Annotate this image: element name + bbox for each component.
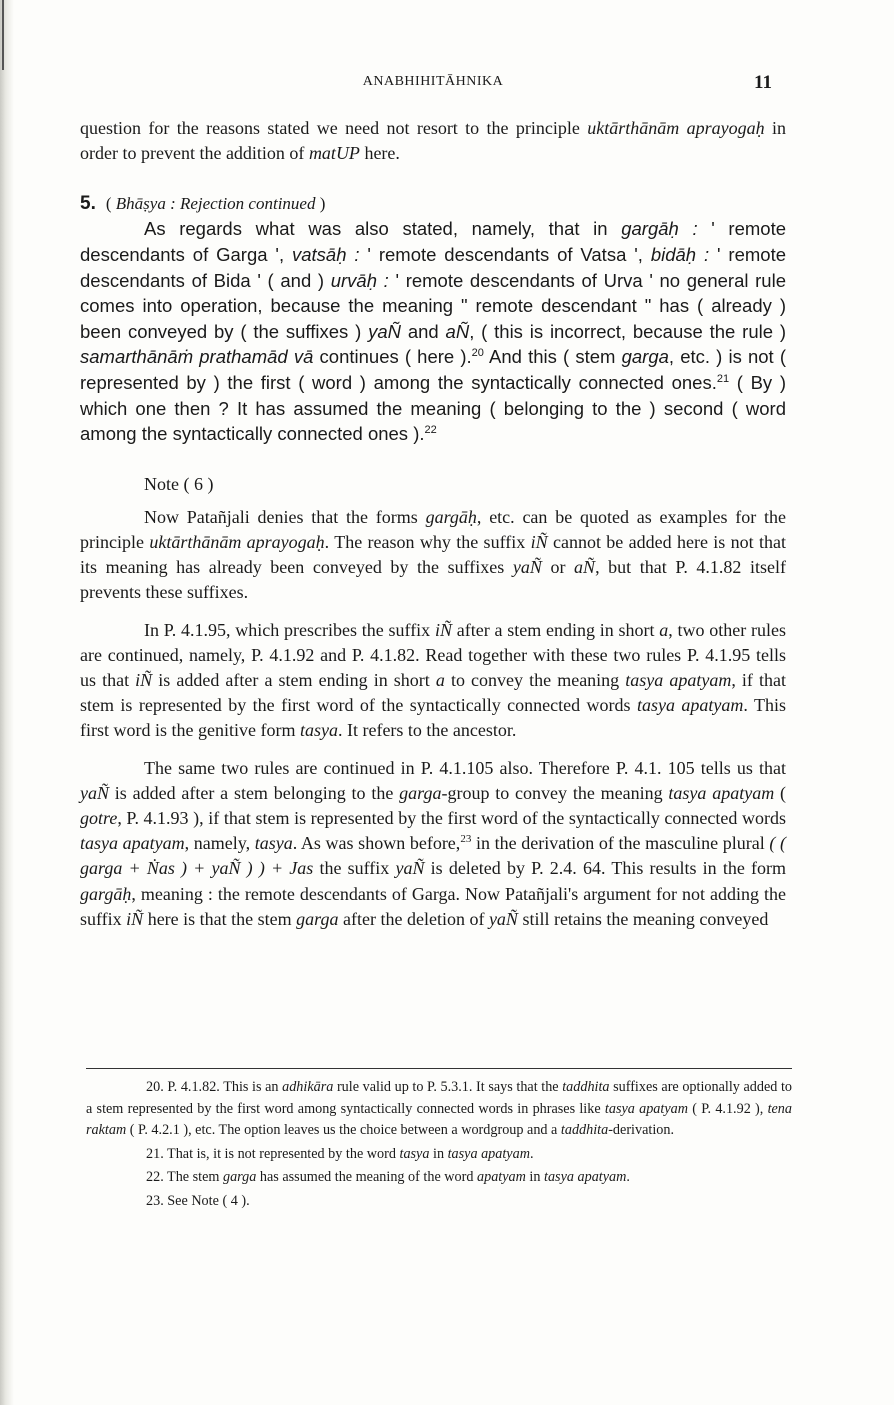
italic-term: aÑ — [445, 320, 470, 342]
italic-term: uktārthānām aprayogaḥ — [149, 531, 325, 552]
spacer — [80, 744, 786, 756]
text-run: -group to convey the meaning — [441, 782, 669, 803]
text-run: to convey the meaning — [444, 669, 626, 690]
text-run: or — [541, 557, 575, 578]
text-run: the suffix — [313, 858, 396, 879]
section-heading-text — [106, 194, 326, 213]
text-run: 23. See Note ( 4 ). — [146, 1192, 250, 1209]
bhashya-translation — [80, 216, 786, 446]
italic-term: gargāḥ — [80, 883, 132, 904]
text-run: , P. 4.1.93 ), if that stem is represented by the first word of the syntactically connected words — [117, 807, 786, 828]
italic-term: tasya apatyam — [604, 1100, 688, 1117]
text-run: -derivation. — [608, 1122, 674, 1139]
text-run: is deleted by P. 2.4. 64. This results in the form — [424, 858, 786, 879]
footnote-reference: 23 — [460, 833, 472, 846]
running-head-title: ANABHIHITĀHNIKA — [362, 74, 504, 89]
text-run: . It refers to the ancestor. — [337, 720, 517, 741]
italic-term: gotre — [80, 807, 118, 828]
italic-term: tasya apatyam — [625, 669, 732, 690]
italic-term: tasya — [299, 720, 338, 741]
italic-term: iÑ — [434, 619, 452, 640]
text-run: 22. The stem — [146, 1169, 223, 1186]
text-run: continues ( here ). — [313, 346, 472, 368]
text-run: In P. 4.1.95, which prescribes the suffix — [144, 619, 435, 640]
italic-term: garga — [399, 782, 442, 803]
text-run: in the derivation of the masculine plural — [471, 833, 770, 854]
note-paragraph-3 — [80, 756, 786, 932]
italic-term: bidāḥ : — [650, 244, 710, 265]
text-run: suffixes are optionally added to a stem represented by the first word among syntactically connected words in phrases like — [86, 1079, 792, 1117]
italic-term: gargāḥ — [425, 506, 477, 527]
text-run: , namely, — [184, 833, 255, 854]
text-run: , two other rules are continued, namely, P. 4.1.92 and P. 4.1.82. Read together with these two rules P. 4.1.95 tells us that — [80, 619, 786, 690]
italic-term: yaÑ — [395, 858, 425, 879]
italic-term: matUP — [308, 143, 360, 164]
text-run: 20. P. 4.1.82. This is an — [146, 1079, 283, 1095]
text-run: ( — [774, 782, 786, 803]
text-run: ' remote descendants of Urva ' no general rule comes into operation, because the meaning " remote descendant " has ( already ) been conveyed by ( the suffixes ) — [80, 269, 786, 342]
italic-term: tasya — [254, 833, 293, 854]
text-run: still retains the meaning conveyed — [517, 908, 769, 929]
text-run: after the deletion of — [338, 908, 489, 929]
spacer — [80, 497, 786, 505]
footnote-22 — [86, 1167, 792, 1189]
italic-term: yaÑ — [368, 320, 401, 342]
scan-edge-shadow — [0, 0, 14, 1405]
note-title: Note ( 6 ) — [144, 473, 214, 494]
text-run: ( — [105, 194, 116, 214]
italic-term: taddhita — [562, 1079, 610, 1095]
italic-term: yaÑ — [80, 782, 109, 803]
text-run: ( P. 4.1.92 ), — [687, 1100, 768, 1117]
italic-term: ( ( garga + Ṅas ) + yaÑ ) ) + Jas — [80, 833, 787, 879]
italic-term: tasya apatyam — [636, 695, 744, 716]
text-run: , if that stem is represented by the first word of the syntactically connected words — [80, 669, 786, 716]
text-run: is added after a stem belonging to the — [109, 782, 400, 803]
running-head — [80, 74, 786, 94]
footnote-21 — [86, 1144, 792, 1166]
italic-term: tena raktam — [86, 1100, 792, 1139]
section-heading — [80, 192, 786, 216]
text-run: ( P. 4.2.1 ), etc. The option leaves us the choice between a wordgroup and a — [126, 1122, 561, 1139]
text-run: 21. That is, it is not represented by the word — [146, 1145, 400, 1162]
text-run: , ( this is incorrect, because the rule ) — [469, 320, 786, 342]
footnote-reference: 20 — [471, 347, 484, 360]
italic-term: tasya apatyam — [447, 1145, 530, 1162]
italic-term: a — [659, 619, 669, 640]
text-run: has assumed the meaning of the word — [256, 1169, 477, 1186]
italic-term: gargāḥ : — [621, 218, 698, 240]
text-run: And this ( stem — [483, 346, 622, 368]
italic-term: a — [435, 669, 445, 690]
text-run: is added after a stem ending in short — [152, 669, 436, 690]
italic-term: garga — [296, 908, 339, 929]
italic-term: tasya apatyam — [80, 833, 185, 854]
section-number: 5. — [80, 193, 96, 215]
text-run: The same two rules are continued in P. 4.1.105 also. Therefore P. 4.1. 105 tells us that — [144, 757, 786, 778]
text-run: , etc. can be quoted as examples for the principle — [80, 506, 786, 552]
text-run: ( By ) which one then ? It has assumed the meaning ( belonging to the ) second ( word among the syntactically connected ones ). — [80, 371, 786, 445]
italic-term: vatsāḥ : — [291, 244, 360, 265]
italic-term: Bhāṣya : Rejection continued — [115, 194, 316, 214]
spacer — [80, 606, 786, 618]
italic-term: yaÑ — [488, 908, 518, 929]
italic-term: yaÑ — [512, 557, 542, 578]
text-run: , etc. ) is not ( represented by ) the first ( word ) among the syntactically connected ones. — [80, 346, 786, 393]
text-run: Now Patañjali denies that the forms — [144, 506, 426, 527]
text-run: . This first word is the genitive form — [80, 695, 786, 741]
text-run: here is that the stem — [143, 908, 297, 929]
italic-term: garga — [222, 1169, 257, 1186]
italic-term: iÑ — [135, 669, 153, 690]
italic-term: urvāḥ : — [330, 269, 389, 291]
italic-term: taddhita — [560, 1122, 609, 1139]
text-run: here. — [359, 143, 400, 164]
intro-paragraph — [80, 116, 786, 166]
italic-term: iÑ — [126, 908, 144, 929]
text-run: question for the reasons stated we need not resort to the principle — [80, 118, 588, 138]
italic-term: tasya apatyam — [668, 782, 775, 803]
note-paragraph-1 — [80, 505, 786, 606]
italic-term: aÑ — [574, 557, 596, 578]
footnote-23 — [86, 1191, 792, 1213]
text-run: . The reason why the suffix — [324, 531, 531, 552]
footnote-rule — [86, 1068, 792, 1069]
text-run: in order to prevent the addition of — [80, 118, 786, 164]
body-text — [80, 116, 786, 932]
text-run: ' remote descendants of Garga ', — [80, 218, 787, 265]
italic-term: iÑ — [530, 531, 548, 552]
text-run: , but that P. 4.1.82 itself prevents these suffixes. — [80, 557, 787, 603]
text-run: rule valid up to P. 5.3.1. It says that the — [333, 1079, 563, 1095]
footnote-reference: 21 — [716, 372, 730, 385]
italic-term: tasya — [399, 1145, 430, 1162]
text-run: in — [429, 1145, 448, 1162]
note-paragraph-2 — [80, 618, 786, 744]
text-run: , meaning : the remote descendants of Garga. Now Patañjali's argument for not adding the suffix — [80, 883, 786, 929]
text-run: cannot be added here is not that its meaning has already been conveyed by the suffixes — [80, 531, 786, 578]
footnote-20 — [86, 1077, 792, 1142]
text-run: after a stem ending in short — [451, 619, 660, 640]
italic-term: adhikāra — [282, 1079, 334, 1095]
spacer — [80, 447, 786, 472]
text-run: . — [529, 1145, 534, 1162]
italic-term: tasya apatyam — [544, 1169, 627, 1186]
text-run: ' remote descendants of Bida ' ( and ) — [80, 244, 786, 291]
italic-term: apatyam — [477, 1169, 526, 1186]
text-run: in — [525, 1169, 545, 1186]
page-number: 11 — [754, 72, 772, 93]
text-run: . — [626, 1169, 630, 1186]
italic-term: garga — [621, 346, 669, 368]
text-run: ) — [315, 194, 326, 214]
footnote-reference: 22 — [424, 424, 437, 436]
text-run: and — [401, 320, 446, 342]
text-run: As regards what was also stated, namely, that in — [144, 218, 622, 240]
footnotes — [86, 1077, 792, 1215]
italic-term: samarthānāṁ prathamād vā — [80, 346, 314, 368]
text-run: ' remote descendants of Vatsa ', — [359, 244, 651, 265]
text-run: . As was shown before, — [292, 833, 461, 854]
italic-term: uktārthānām aprayogaḥ — [587, 118, 765, 138]
